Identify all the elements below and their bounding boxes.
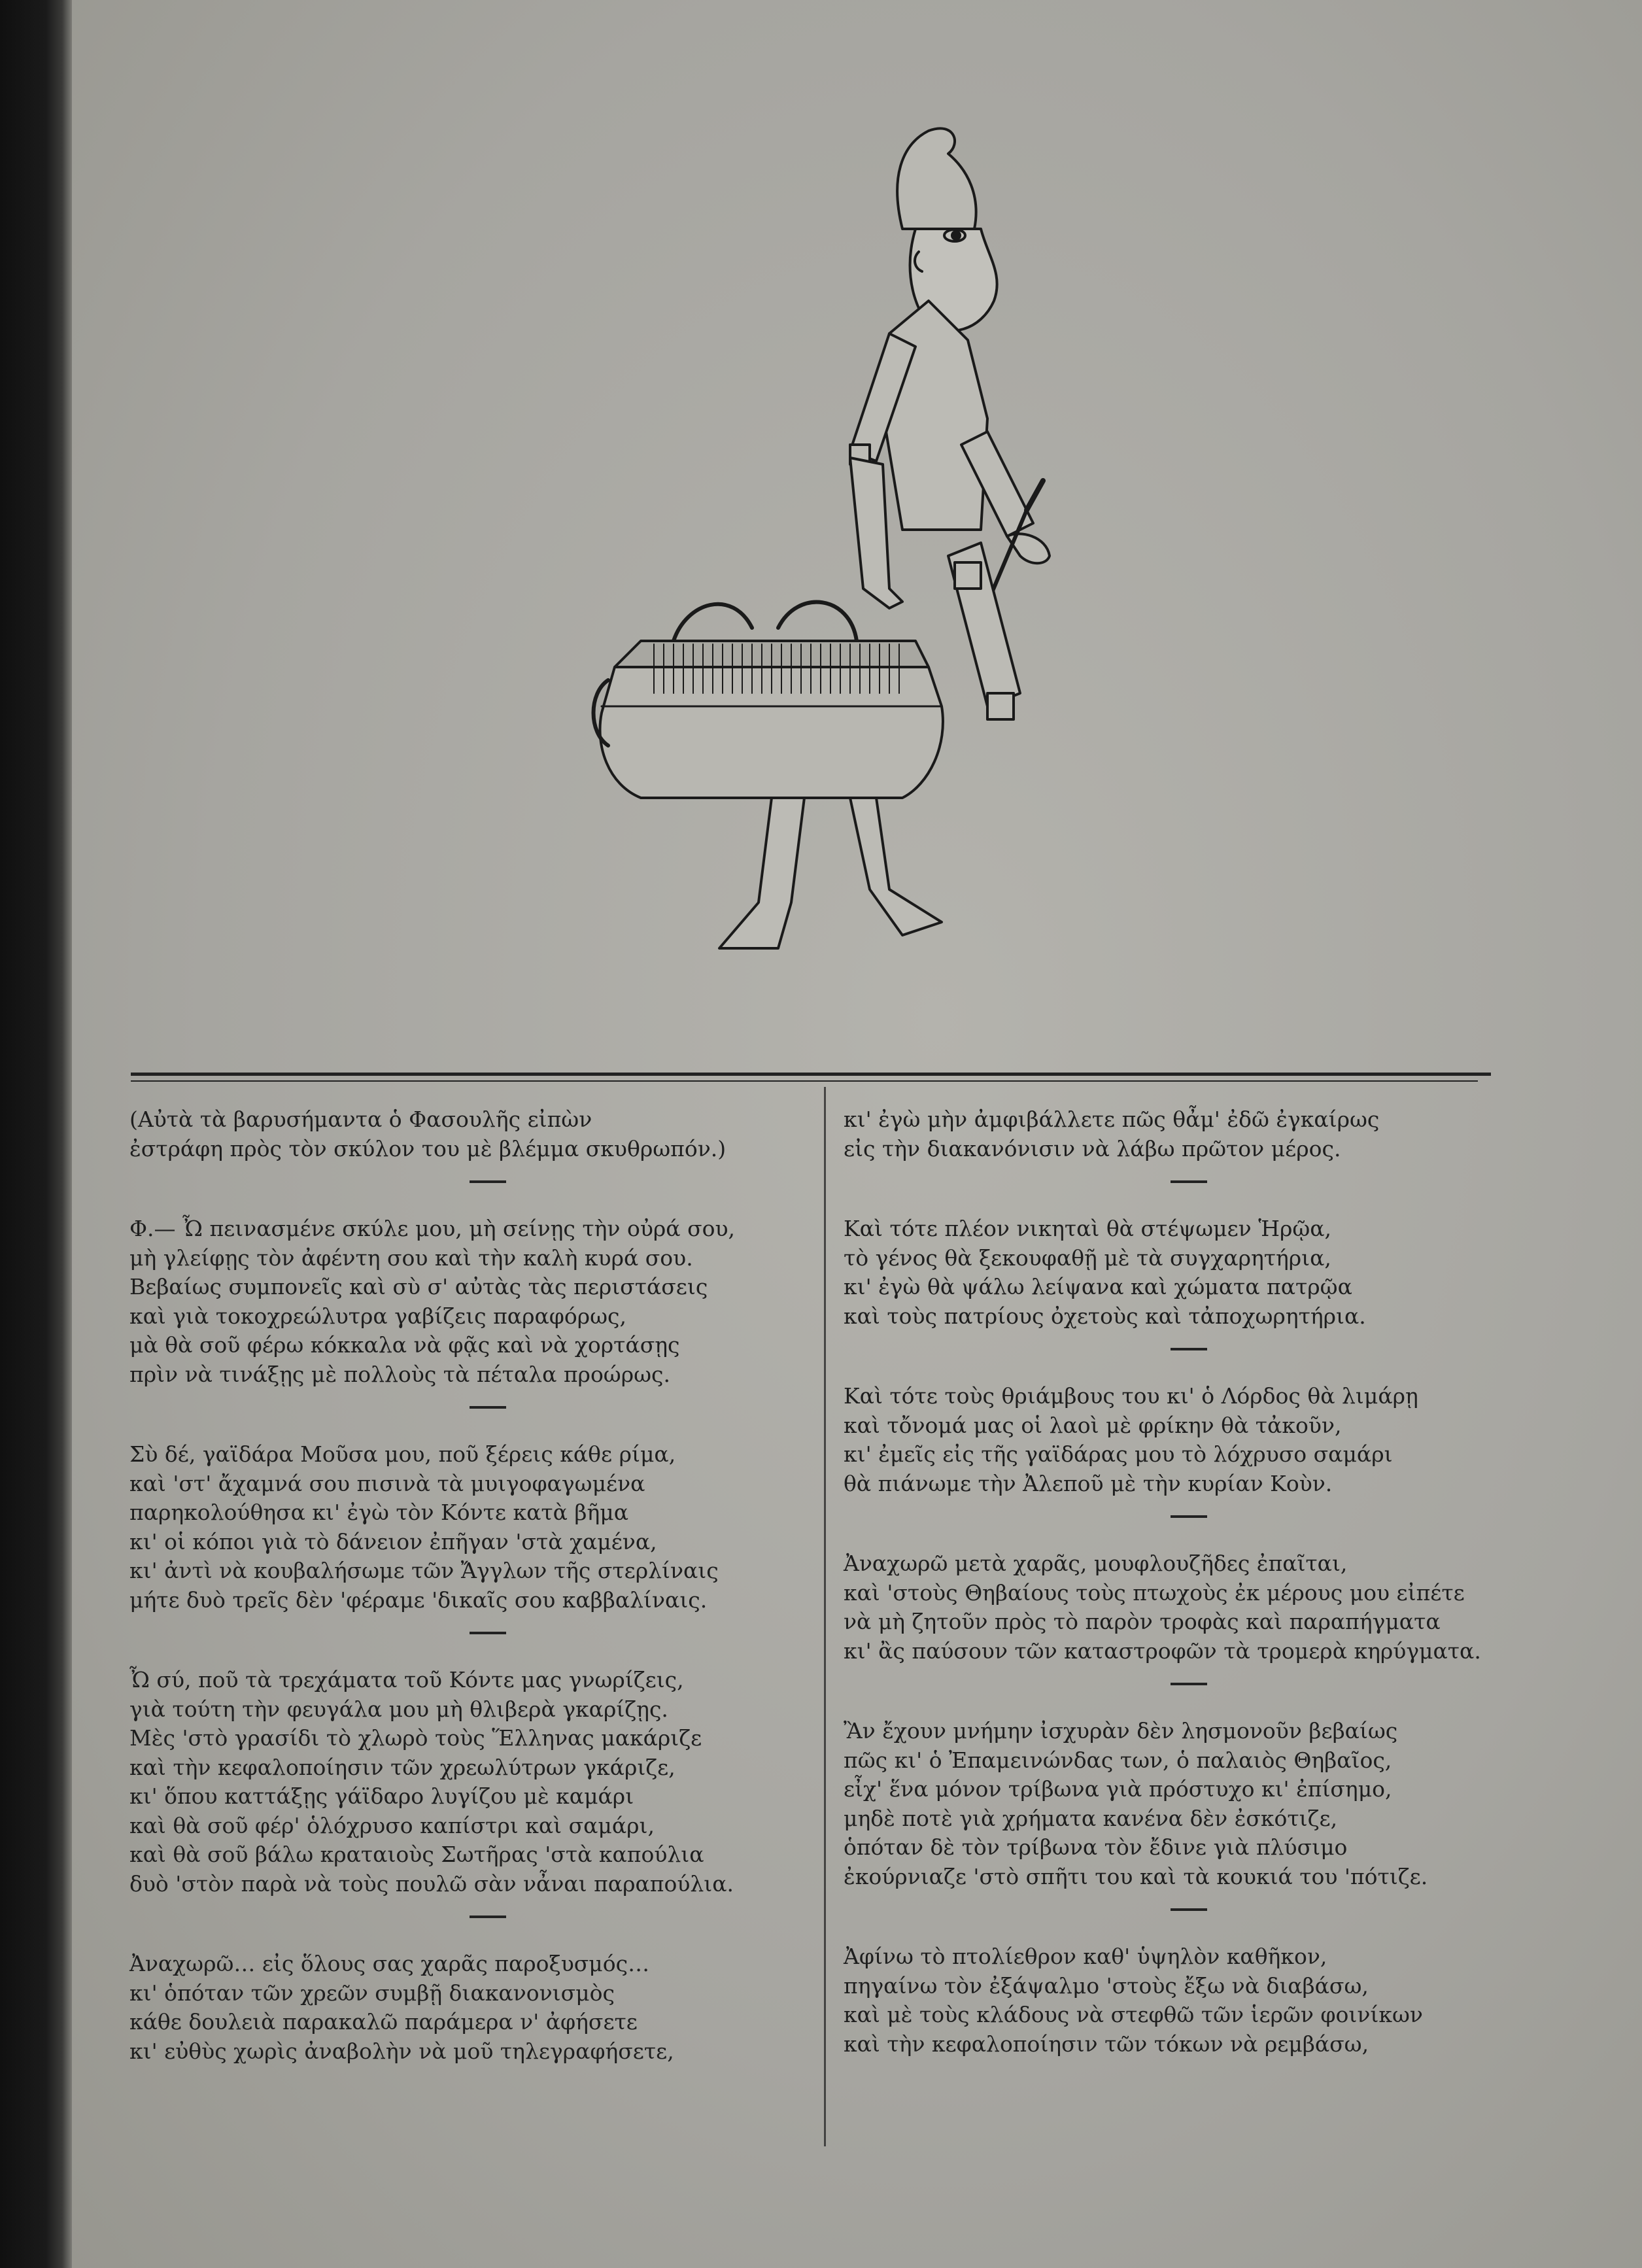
- verse-line: τὸ γένος θὰ ξεκουφαθῇ μὲ τὰ συγχαρητήρια,: [844, 1245, 1331, 1271]
- verse-line: γιὰ τούτη τὴν φευγάλα μου μὴ θλιβερὰ γκαρίζῃς.: [129, 1696, 668, 1722]
- stanza-separator: [470, 1180, 506, 1183]
- verse-line: μὴ γλείφῃς τὸν ἀφέντη σου καὶ τὴν καλὴ κυρά σου.: [129, 1245, 693, 1271]
- verse-line: κι' ἂς παύσουν τῶν καταστροφῶν τὰ τρομερὰ κηρύγματα.: [844, 1638, 1481, 1664]
- verse-line: καὶ γιὰ τοκοχρεώλυτρα γαβίζεις παραφόρως,: [129, 1303, 627, 1329]
- stanza-separator: [470, 1916, 506, 1918]
- stanza-separator: [1171, 1515, 1207, 1518]
- header-rule: [131, 1073, 1491, 1076]
- verse-line: κι' ὁπόταν τῶν χρεῶν συμβῇ διακανονισμὸς: [129, 1980, 615, 2006]
- verse-line: μήτε δυὸ τρεῖς δὲν 'φέραμε 'δικαῖς σου καββαλίναις.: [129, 1587, 708, 1613]
- verse-line: Ἀναχωρῶ… εἰς ὅλους σας χαρᾶς παροξυσμός…: [129, 1951, 650, 1976]
- stanza: [129, 1105, 816, 1163]
- verse-line: κι' ἀντὶ νὰ κουβαλήσωμε τῶν Ἄγγλων τῆς στερλίναις: [129, 1558, 719, 1583]
- verse-line: κι' ἐγὼ μὴν ἀμφιβάλλετε πῶς θἆμ' ἐδῶ ἐγκαίρως: [844, 1107, 1380, 1132]
- verse-line: εἶχ' ἕνα μόνον τρίβωνα γιὰ πρόστυχο κι' ἐπίσημο,: [844, 1776, 1392, 1802]
- stanza: [844, 1214, 1497, 1331]
- verse-line: πῶς κι' ὁ Ἐπαμεινώνδας των, ὁ παλαιὸς Θηβαῖος,: [844, 1747, 1392, 1773]
- verse-line: καὶ μὲ τοὺς κλάδους νὰ στεφθῶ τῶν ἱερῶν φοινίκων: [844, 2002, 1423, 2027]
- verse-line: πηγαίνω τὸν ἐξάψαλμο 'στοὺς ἔξω νὰ διαβάσω,: [844, 1972, 1369, 1999]
- stanza: [129, 1440, 816, 1615]
- verse-line: (Αὐτὰ τὰ βαρυσήμαντα ὁ Φασουλῆς εἰπὼν: [129, 1107, 592, 1132]
- stanza: [844, 1549, 1497, 1666]
- stanza-separator: [1171, 1683, 1207, 1685]
- verse-line: παρηκολούθησα κι' ἐγὼ τὸν Κόντε κατὰ βῆμα: [129, 1500, 628, 1525]
- verse-line: Ἂν ἔχουν μνήμην ἰσχυρὰν δὲν λησμονοῦν βεβαίως: [844, 1718, 1398, 1744]
- verse-line: Ἀφίνω τὸ πτολίεθρον καθ' ὑψηλὸν καθῆκον,: [844, 1944, 1327, 1969]
- right-column: [844, 1105, 1497, 2076]
- verse-line: καὶ θὰ σοῦ βάλω κραταιοὺς Σωτῆρας 'στὰ καπούλια: [129, 1842, 704, 1867]
- header-rule-thin: [131, 1080, 1478, 1082]
- verse-line: ἐκούρνιαζε 'στὸ σπῆτι του καὶ τὰ κουκιά του 'πότιζε.: [844, 1863, 1428, 1889]
- verse-line: κι' εὐθὺς χωρὶς ἀναβολὴν νὰ μοῦ τηλεγραφήσετε,: [129, 2038, 674, 2064]
- verse-line: κι' οἱ κόποι γιὰ τὸ δάνειον ἐπῆγαν 'στὰ χαμένα,: [129, 1528, 657, 1555]
- stanza-separator: [1171, 1180, 1207, 1183]
- verse-line: Καὶ τότε πλέον νικηταὶ θὰ στέψωμεν Ἡρῷα,: [844, 1216, 1332, 1241]
- verse-line: θὰ πιάνωμε τὴν Ἀλεποῦ μὲ τὴν κυρίαν Κοὺν.: [844, 1470, 1333, 1496]
- stanza: [844, 1717, 1497, 1891]
- verse-line: κι' ὅπου καττάξῃς γάϊδαρο λυγίζου μὲ καμάρι: [129, 1783, 634, 1809]
- verse-line: δυὸ 'στὸν παρὰ νὰ τοὺς πουλῶ σὰν νἆναι παραπούλια.: [129, 1870, 734, 1897]
- verse-line: καὶ τὄνομά μας οἱ λαοὶ μὲ φρίκην θὰ τἀκοῦν,: [844, 1412, 1342, 1438]
- verse-line: Σὺ δέ, γαϊδάρα Μοῦσα μου, ποῦ ξέρεις κάθε ρίμα,: [129, 1441, 676, 1467]
- verse-line: εἰς τὴν διακανόνισιν νὰ λάβω πρῶτον μέρος.: [844, 1135, 1341, 1161]
- stanza: [844, 1942, 1497, 2059]
- column-divider: [824, 1087, 826, 2146]
- verse-line: κάθε δουλειὰ παρακαλῶ παράμερα ν' ἀφήσετε: [129, 2009, 638, 2035]
- verse-line: καὶ 'στοὺς Θηβαίους τοὺς πτωχοὺς ἐκ μέρους μου εἰπέτε: [844, 1579, 1465, 1606]
- left-column: [129, 1105, 816, 2083]
- stanza: [844, 1382, 1497, 1498]
- stanza: [129, 1666, 816, 1899]
- verse-line: μὰ θὰ σοῦ φέρω κόκκαλα νὰ φᾷς καὶ νὰ χορτάσῃς: [129, 1332, 680, 1358]
- book-binding-shadow: [0, 0, 72, 2268]
- stanza-separator: [1171, 1908, 1207, 1911]
- verse-line: Φ.— Ὦ πεινασμένε σκύλε μου, μὴ σείνῃς τὴν οὐρά σου,: [129, 1216, 736, 1241]
- verse-line: μηδὲ ποτὲ γιὰ χρήματα κανένα δὲν ἐσκότιζε,: [844, 1805, 1338, 1831]
- verse-line: νὰ μὴ ζητοῦν πρὸς τὸ παρὸν τροφὰς καὶ παραπήγματα: [844, 1609, 1441, 1634]
- verse-line: κι' ἐμεῖς εἰς τῆς γαϊδάρας μου τὸ λόχρυσο σαμάρι: [844, 1441, 1393, 1467]
- stanza: [844, 1105, 1497, 1163]
- verse-line: καὶ τὴν κεφαλοποίησιν τῶν τόκων νὰ ρεμβάσω,: [844, 2031, 1369, 2057]
- stanza: [129, 1950, 816, 2066]
- stanza-separator: [470, 1632, 506, 1634]
- stanza-separator: [470, 1406, 506, 1409]
- verse-line: Βεβαίως συμπονεῖς καὶ σὺ σ' αὐτὰς τὰς περιστάσεις: [129, 1274, 708, 1299]
- stanza-separator: [1171, 1348, 1207, 1350]
- verse-line: κι' ἐγὼ θὰ ψάλω λείψανα καὶ χώματα πατρῷα: [844, 1274, 1352, 1299]
- verse-line: καὶ 'στ' ἄχαμνά σου πισινὰ τὰ μυιγοφαγωμένα: [129, 1470, 645, 1496]
- verse-line: Ἀναχωρῶ μετὰ χαρᾶς, μουφλουζῆδες ἐπαῖται,: [844, 1551, 1348, 1576]
- verse-line: ἐστράφη πρὸς τὸν σκύλον του μὲ βλέμμα σκυθρωπόν.): [129, 1135, 727, 1161]
- puppet-illustration: [562, 105, 1086, 1033]
- verse-line: ὁπόταν δὲ τὸν τρίβωνα τὸν ἔδινε γιὰ πλύσιμο: [844, 1834, 1348, 1860]
- verse-line: καὶ θὰ σοῦ φέρ' ὁλόχρυσο καπίστρι καὶ σαμάρι,: [129, 1812, 655, 1838]
- verse-line: καὶ τὴν κεφαλοποίησιν τῶν χρεωλύτρων γκάριζε,: [129, 1754, 676, 1780]
- verse-line: Μὲς 'στὸ γρασίδι τὸ χλωρὸ τοὺς Ἕλληνας μακάριζε: [129, 1725, 702, 1751]
- verse-line: πρὶν νὰ τινάξῃς μὲ πολλοὺς τὰ πέταλα προώρως.: [129, 1361, 670, 1387]
- stanza: [129, 1214, 816, 1389]
- verse-line: Καὶ τότε τοὺς θριάμβους του κι' ὁ Λόρδος θὰ λιμάρῃ: [844, 1383, 1418, 1409]
- verse-line: Ὦ σύ, ποῦ τὰ τρεχάματα τοῦ Κόντε μας γνωρίζεις,: [129, 1667, 684, 1692]
- verse-line: καὶ τοὺς πατρίους ὀχετοὺς καὶ τἀποχωρητήρια.: [844, 1303, 1366, 1329]
